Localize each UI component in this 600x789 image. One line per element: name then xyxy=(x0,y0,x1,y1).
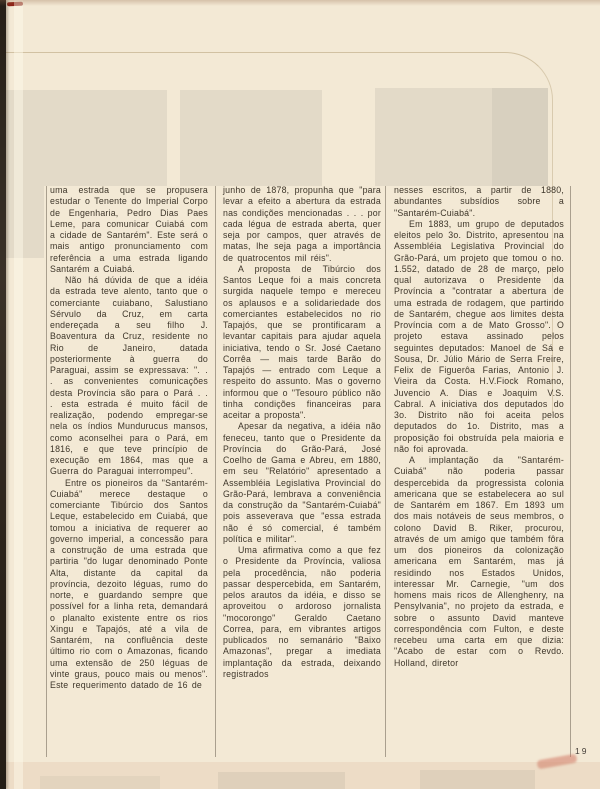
column-rule-right xyxy=(570,186,571,757)
paragraph: Não há dúvida de que a idéia da estrada teve alento, tanto que o comerciante cuiabano, Salustiano Sérvulo da Cruz, em carta endereçada a seu filho J. Boaventura da Cruz, residente no Rio de Janeiro, datada posteriormente à guerra do Paraguai, assim se expressava: ". . . as convenientes comunicações desta Província são para o Pará . . . esta estrada é muito fácil de realização, podendo empregar-se nela os índios Mundurucus mansos, como aconselhei para o Pará, em 1816, e que teve princípio de execução em 1864, mas que a Guerra do Paraguai interrompeu". xyxy=(50,275,208,477)
text-column-2 xyxy=(223,185,381,680)
column-rule-between-2-3 xyxy=(385,186,386,757)
bleedthrough-block xyxy=(492,88,548,186)
paragraph: Entre os pioneiros da "Santarém-Cuiabá" merece destaque o comerciante Tibúrcio dos Santos Leque, estabelecido em Cuiabá, que tomou a iniciativa de requerer ao governo imperial, a concessão para a construção de uma estrada que partiria "do lugar denominado Ponte Alta, distante da capital da província, dezoito léguas, rumo do norte, e guardando sempre que possível for a linha reta, demandará o planalto existente entre os rios Xingu e Tapajós, até a vila de Santarém, na confluência deste último rio com o Amazonas, ficando uma extensão de 250 léguas de vinte graus, pouco mais ou menos". Este requerimento datado de 16 de xyxy=(50,477,208,690)
paragraph: junho de 1878, propunha que "para levar a efeito a abertura da estrada nas condições mencionadas . . . por cada légua de estrada aberta, quer seja por campos, quer através de matas, lhe seja paga a importância de quatrocentos mil réis". xyxy=(223,185,381,263)
paragraph: Em 1883, um grupo de deputados eleitos pelo 3o. Distrito, apresentou na Assembléia Legislativa Provincial do Grão-Pará, um projeto que tomou o no. 1.552, datado de 28 de março, pelo qual autorizava o Presidente da Província a "contratar a abertura de uma estrada de rodagem, que partindo de Santarém, chegue aos limites desta Província com a de Mato Grosso". O projeto estava assinado pelos seguintes deputados: Manoel de Sá e Sousa, Dr. Júlio Mário de Serra Freire, Felix de Figuerôa Farias, Antonio J. Vieira da Costa. H.V.Fiock Romano, Juvencio A. Dias e Joaquim V.S. Cabral. A iniciativa dos deputados do 3o. Distrito não foi aceita pelos deputados do 1o. Distrito, mas a proposição foi obstruída pela maioria e não foi aprovada. xyxy=(394,218,564,454)
text-column-3 xyxy=(394,185,564,669)
scan-top-edge xyxy=(0,0,600,6)
scan-left-highlight xyxy=(14,0,23,789)
bleedthrough-block xyxy=(180,90,322,186)
paragraph: nesses escritos, a partir de 1880, abundantes subsídios sobre a "Santarém-Cuiabá". xyxy=(394,185,564,218)
paragraph: Uma afirmativa como a que fez o Presidente da Província, valiosa pela procedência, não poderia passar despercebida, em Santarém, pelos arautos da idéia, e disso se aproveitou o ardoroso jornalista "mocorongo" Geraldo Caetano Correa, para, em vibrantes artigos publicados no semanário "Baixo Amazonas", pregar a imediata implantação da estrada, deixando registrados xyxy=(223,545,381,679)
paragraph: A proposta de Tibúrcio dos Santos Leque foi a mais concreta surgida naquele tempo e mereceu os aplausos e a solidariedade dos comerciantes estabelecidos no rio Tapajós, que se prontificaram a levantar capitais para ajudar aquela iniciativa, tendo o Sr. José Caetano Corrêa — mais tarde Barão do Tapajós — entrado com Leque a respeito do assunto. Mas o governo informou que o "Tesouro público não tinha condições financeiras para aceitar a proposta". xyxy=(223,263,381,420)
page-bottom-shade xyxy=(0,762,600,789)
paragraph: Apesar da negativa, a idéia não feneceu, tanto que o Presidente da Província do Grão-Pará, José Coelho de Gama e Abreu, em 1880, em seu "Relatório" apresentado a Assembléia Legislativa Provincial do Grão-Pará, lembrava a conveniência da construção da "Santarém-Cuiabá" pois asseverava que "essa estrada não é só comercial, é também política e militar". xyxy=(223,421,381,544)
column-rule-left xyxy=(46,186,47,757)
bleedthrough-block xyxy=(0,90,167,186)
text-column-1 xyxy=(50,185,208,691)
paragraph: A implantação da "Santarém-Cuiabá" não poderia passar despercebida da progressista colonia americana que se estabelecera ao sul de Santarém em 1867. Em 1893 um dos mais notáveis de seus membros, o colono David B. Riker, procurou, através de um amigo que também fôra um dos pioneiros da colonização americana em Santarém, mas já residindo nos Estados Unidos, interessar Mr. Carnegie, "um dos homens mais ricos de Allenghenry, na Pensylvania", no projeto da estrada, e sobre o assunto David manteve correspondência com Fulton, e deste recebeu uma carta em que dizia: "Acabo de estar com o Revdo. Holland, diretor xyxy=(394,455,564,668)
column-rule-between-1-2 xyxy=(215,186,216,757)
paragraph: uma estrada que se propusera estudar o Tenente do Imperial Corpo de Engenharia, Pedro Dias Paes Leme, para comunicar Cuiabá com a cidade de Santarém". Este será o mais antigo pronunciamento com referência a uma estrada ligando Santarém a Cuiabá. xyxy=(50,185,208,274)
scan-left-edge xyxy=(0,0,6,789)
page-number: 19 xyxy=(575,746,589,756)
